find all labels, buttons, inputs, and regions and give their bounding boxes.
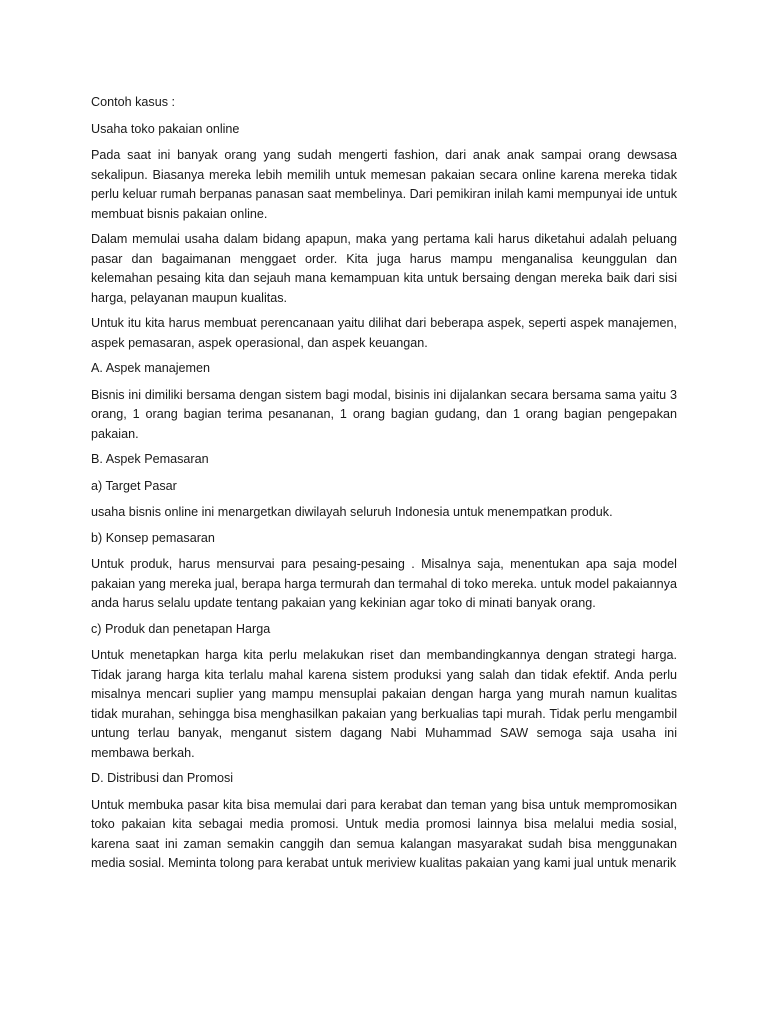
section-heading-marketing: B. Aspek Pemasaran <box>91 452 209 466</box>
section-heading-management: A. Aspek manajemen <box>91 361 211 375</box>
section-heading-distribution: D. Distribusi dan Promosi <box>91 771 234 785</box>
case-label: Contoh kasus : <box>91 95 176 109</box>
subheading-pricing: c) Produk dan penetapan Harga <box>91 621 271 636</box>
pricing-paragraph: Untuk menetapkan harga kita perlu melakukan riset dan membandingkannya dengan strategi harga. Tidak jarang harga kita terlalu mahal karena sistem produksi yang salah dan tidak efektif. Anda perlu misalnya mencari suplier yang mampu mensuplai pakaian dengan harga yang murah namun kualitas tidak murahan, sehingga bisa menghasilkan pakaian yang berkualias tapi murah. Tidak perlu mengambil untung terlau banyak, menganut sistem dagang Nabi Muhammad SAW semoga saja usaha ini membawa berkah. <box>91 648 677 760</box>
start-paragraph: Dalam memulai usaha dalam bidang apapun, maka yang pertama kali harus diketahui adalah peluang pasar dan bagaimanan menggaet order. Kita juga harus mampu menganalisa keunggulan dan kelemahan pesaing kita dan sejauh mana kemampuan kita untuk bersaing dengan mereka baik dari sisi harga, pelayanan maupun kualitas. <box>91 232 677 305</box>
subheading-marketing-concept: b) Konsep pemasaran <box>91 530 215 545</box>
management-paragraph: Bisnis ini dimiliki bersama dengan sistem bagi modal, bisinis ini dijalankan secara bersama sama yaitu 3 orang, 1 orang bagian terima pesananan, 1 orang bagian gudang, dan 1 orang bagian pengepakan pakaian. <box>91 387 677 441</box>
document-body <box>91 93 677 880</box>
subheading-target-market: a) Target Pasar <box>91 478 177 493</box>
document-title: Usaha toko pakaian online <box>91 121 240 136</box>
planning-paragraph: Untuk itu kita harus membuat perencanaan yaitu dilihat dari beberapa aspek, seperti aspek manajemen, aspek pemasaran, aspek operasional, dan aspek keuangan. <box>91 316 677 350</box>
target-market-paragraph: usaha bisnis online ini menargetkan diwilayah seluruh Indonesia untuk menempatkan produk. <box>91 505 613 519</box>
marketing-concept-paragraph: Untuk produk, harus mensurvai para pesaing-pesaing . Misalnya saja, menentukan apa saja model pakaian yang mereka jual, berapa harga termurah dan termahal di toko mereka. untuk model pakaiannya anda harus selalu update tentang pakaian yang kekinian agar toko di minati banyak orang. <box>91 557 677 610</box>
distribution-paragraph: Untuk membuka pasar kita bisa memulai dari para kerabat dan teman yang bisa untuk mempromosikan toko pakaian kita sebagai media promosi. Untuk media promosi lainnya bisa melalui media sosial, karena saat ini zaman semakin canggih dan semua kalangan masyarakat sudah bisa menggunakan media sosial. Meminta tolong para kerabat untuk meriview kualitas pakaian yang kami jual untuk menarik <box>91 797 677 870</box>
intro-paragraph: Pada saat ini banyak orang yang sudah mengerti fashion, dari anak anak sampai orang dewsasa sekalipun. Biasanya mereka lebih memilih untuk memesan pakaian secara online karena mereka tidak perlu keluar rumah berpanas panasan saat membelinya. Dari pemikiran inilah kami mempunyai ide untuk membuat bisnis pakaian online. <box>91 148 677 221</box>
